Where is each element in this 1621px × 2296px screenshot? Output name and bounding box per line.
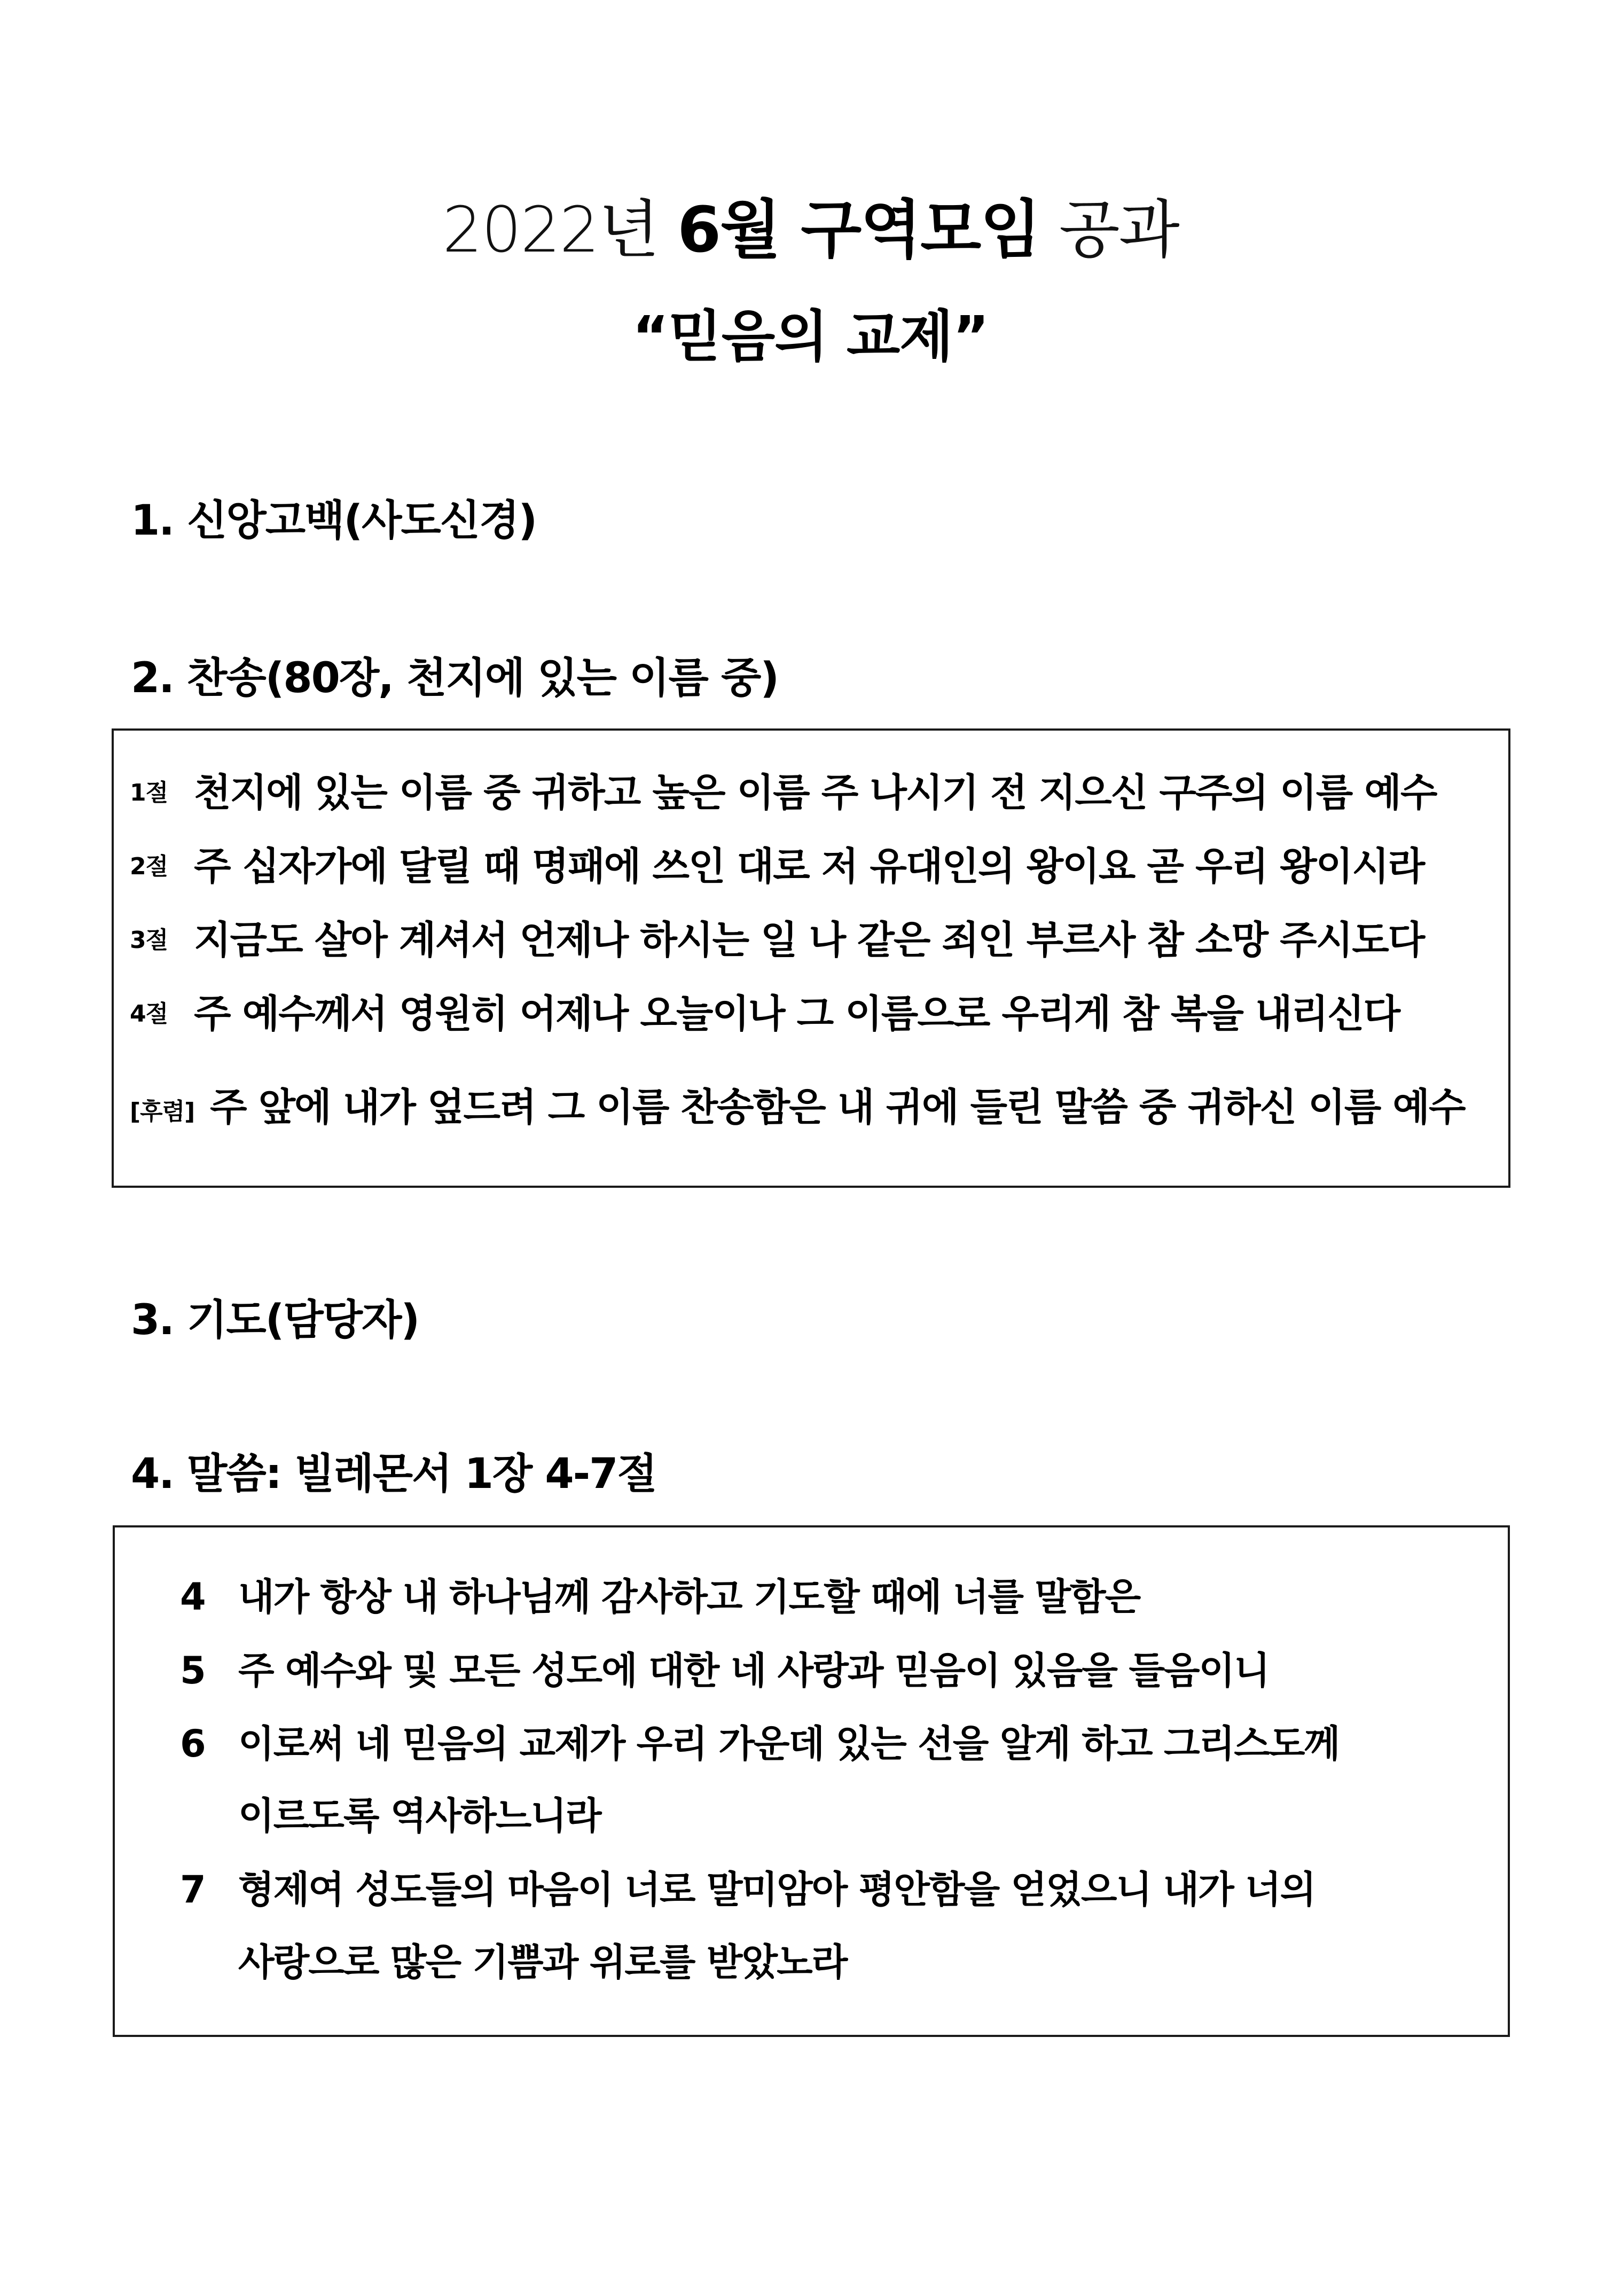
hymn-verse-text: 주 십자가에 달릴 때 명패에 쓰인 대로 저 유대인의 왕이요 곧 우리 왕이시라 (194, 844, 1424, 889)
hymn-lyrics-box (112, 728, 1510, 1188)
page-title (0, 192, 1621, 267)
hymn-verse-label: 4절 (130, 1000, 168, 1028)
section-heading-hymn: 2. 찬송(80장, 천지에 있는 이름 중) (131, 654, 778, 702)
verse-number: 6 (180, 1722, 206, 1766)
hymn-verse-text: 주 예수께서 영원히 어제나 오늘이나 그 이름으로 우리게 참 복을 내리신다 (194, 991, 1400, 1036)
section-heading-creed: 1. 신앙고백(사도신경) (131, 497, 537, 545)
scripture-box (113, 1525, 1510, 2037)
page-subtitle: “믿음의 교제” (632, 304, 989, 369)
verse-number: 4 (180, 1575, 206, 1619)
hymn-chorus-label: [후렴] (130, 1098, 195, 1125)
verse-text: 내가 항상 내 하나님께 감사하고 기도할 때에 너를 말함은 (238, 1575, 1140, 1619)
verse-number: 7 (180, 1868, 206, 1911)
section-heading-prayer: 3. 기도(담당자) (131, 1296, 419, 1344)
verse-text: 주 예수와 및 모든 성도에 대한 네 사랑과 믿음이 있음을 들음이니 (238, 1649, 1269, 1692)
title-main: 6월 구역모임 (677, 193, 1040, 267)
title-year: 2022년 (442, 193, 659, 267)
verse-text-continued: 이르도록 역사하느니라 (238, 1794, 601, 1838)
verse-text: 형제여 성도들의 마음이 너로 말미암아 평안함을 얻었으니 내가 너의 (238, 1868, 1315, 1911)
verse-text-continued: 사랑으로 많은 기쁨과 위로를 받았노라 (238, 1940, 847, 1984)
hymn-verse-text: 지금도 살아 계셔서 언제나 하시는 일 나 같은 죄인 부르사 참 소망 주시도다 (194, 918, 1424, 962)
hymn-verse-label: 2절 (130, 853, 168, 880)
hymn-verse-label: 1절 (130, 779, 168, 806)
verse-number: 5 (180, 1649, 206, 1692)
verse-text: 이로써 네 믿음의 교제가 우리 가운데 있는 선을 알게 하고 그리스도께 (238, 1722, 1340, 1766)
hymn-verse-label: 3절 (130, 927, 168, 954)
hymn-chorus-text: 주 앞에 내가 엎드려 그 이름 찬송함은 내 귀에 들린 말씀 중 귀하신 이름 예수 (210, 1085, 1465, 1130)
hymn-verse-text: 천지에 있는 이름 중 귀하고 높은 이름 주 나시기 전 지으신 구주의 이름 예수 (194, 770, 1437, 815)
title-suffix: 공과 (1059, 193, 1179, 267)
section-heading-scripture: 4. 말씀: 빌레몬서 1장 4-7절 (131, 1450, 656, 1498)
